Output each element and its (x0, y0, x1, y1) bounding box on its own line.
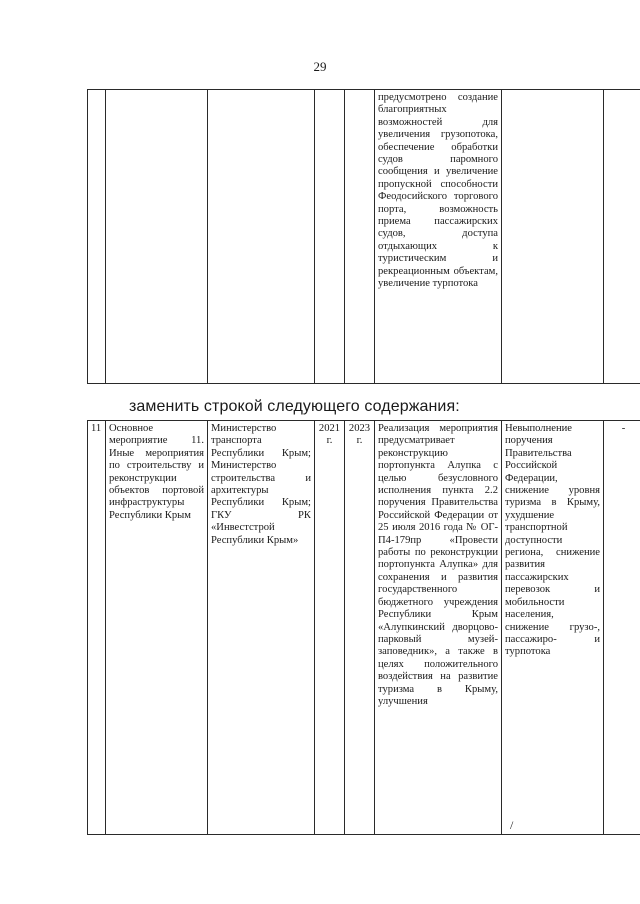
top-table (87, 89, 640, 384)
table-cell (88, 90, 106, 384)
table-cell (315, 90, 345, 384)
table-cell (106, 90, 208, 384)
table-cell-description: предусмотрено создание благоприятных возможностей для увеличения грузопотока, обеспечение обработки судов паромного сообщения и увеличение пропускной способности Феодосийского торгового порта, возможность приема пассажирских судов, доступа отдыхающих к туристическим и рекреационным объектам, увеличение турпотока (375, 90, 502, 384)
table-cell (604, 90, 640, 384)
row-number: 11 (88, 421, 106, 835)
handwritten-mark: / (510, 818, 514, 832)
bottom-table (87, 420, 640, 835)
measure-name: Основное мероприятие 11. Иные мероприятия по строительству и реконструкции объектов портовой инфраструктуры Республики Крым (106, 421, 208, 835)
related-indicators: - (604, 421, 640, 835)
end-year: 2023 г. (345, 421, 375, 835)
table-row (88, 421, 640, 835)
page-number: 29 (313, 59, 327, 74)
table-cell (502, 90, 604, 384)
replace-instruction: заменить строкой следующего содержания: (129, 398, 460, 415)
start-year: 2021 г. (315, 421, 345, 835)
table-cell (345, 90, 375, 384)
table-cell (208, 90, 315, 384)
table-row (88, 90, 640, 384)
responsible-executor: Министерство транспорта Республики Крым; Министерство строительства и архитектуры Республики Крым; ГКУ РК «Инвестстрой Республики Крым» (208, 421, 315, 835)
measure-description: Реализация мероприятия предусматривает реконструкцию портопункта Алупка с целью безусловного исполнения пункта 2.2 поручения Правительства Российской Федерации от 25 июля 2016 года № ОГ-П4-179пр «Провести работы по реконструкции портопункта Алупка» для сохранения и развития государственного бюджетного учреждения Республики Крым «Алупкинский дворцово-парковый музей-заповедник», а также в целях положительного воздействия на развитие туризма в Крыму, улучшения (375, 421, 502, 835)
non-fulfillment-consequences: Невыполнение поручения Правительства Российской Федерации, снижение уровня туризма в Крыму, ухудшение транспортной доступности региона, снижение развития пассажирских перевозок и мобильности населения, снижение грузо-, пассажиро- и турпотока (502, 421, 604, 835)
